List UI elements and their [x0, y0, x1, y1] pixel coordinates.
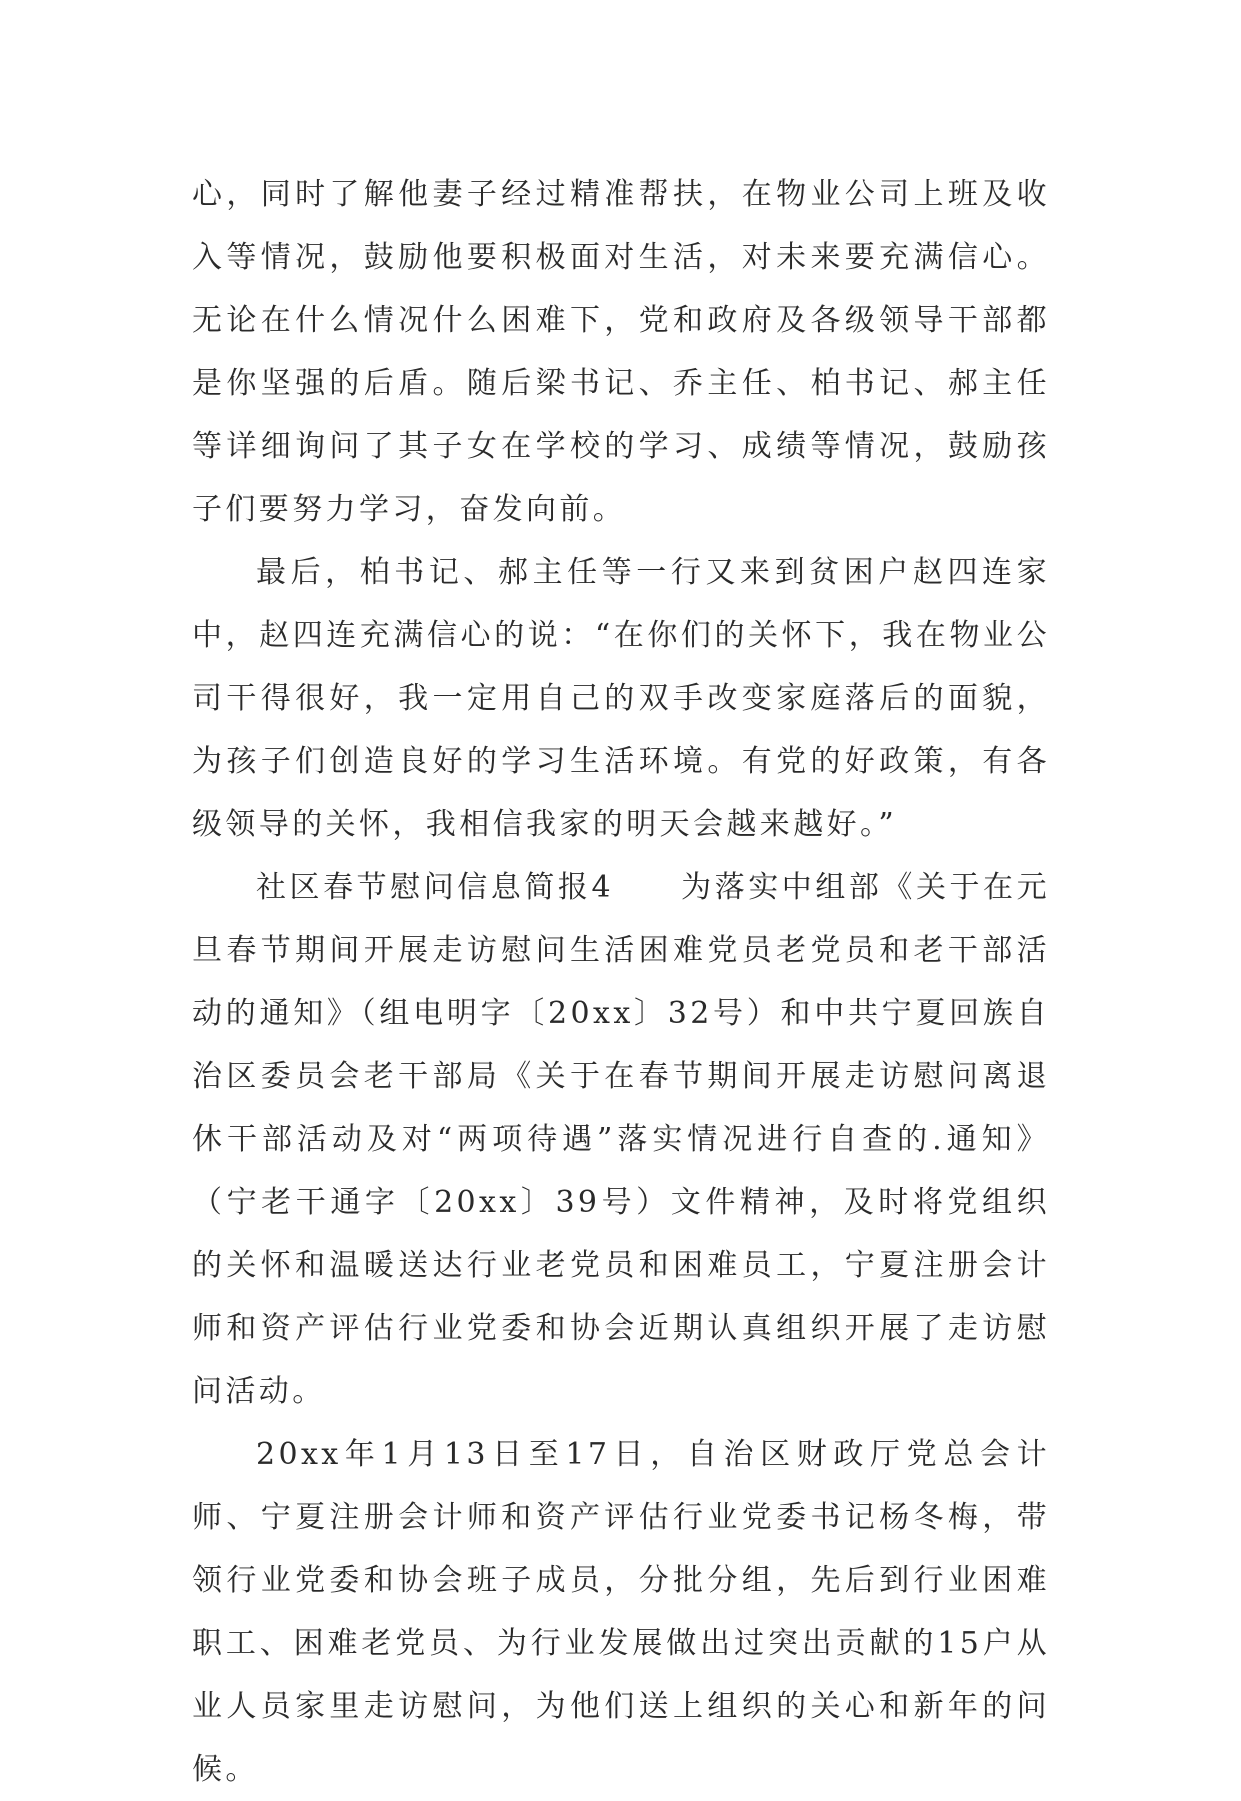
- paragraph-continuation: 心，同时了解他妻子经过精准帮扶，在物业公司上班及收入等情况，鼓励他要积极面对生活，对未来要充满信心。无论在什么情况什么困难下，党和政府及各级领导干部都是你坚强的后盾。随后梁书记、乔主任、柏书记、郝主任等详细询问了其子女在学校的学习、成绩等情况，鼓励孩子们要努力学习，奋发向前。: [192, 177, 1050, 527]
- paragraph: 社区春节慰问信息简报4 为落实中组部《关于在元旦春节期间开展走访慰问生活困难党员老党员和老干部活动的通知》（组电明字〔20xx〕32号）和中共宁夏回族自治区委员会老干部局《关于在春节期间开展走访慰问离退休干部活动及对“两项待遇”落实情况进行自查的.通知》（宁老干通字〔20xx〕39号）文件精神，及时将党组织的关怀和温暖送达行业老党员和困难员工，宁夏注册会计师和资产评估行业党委和协会近期认真组织开展了走访慰问活动。: [192, 870, 1050, 1409]
- paragraph: 最后，柏书记、郝主任等一行又来到贫困户赵四连家中，赵四连充满信心的说：“在你们的关怀下，我在物业公司干得很好，我一定用自己的双手改变家庭落后的面貌，为孩子们创造良好的学习生活环境。有党的好政策，有各级领导的关怀，我相信我家的明天会越来越好。”: [192, 555, 1050, 842]
- body-text: [192, 163, 1050, 1801]
- paragraph: 20xx年1月13日至17日，自治区财政厅党总会计师、宁夏注册会计师和资产评估行业党委书记杨冬梅，带领行业党委和协会班子成员，分批分组，先后到行业困难职工、困难老党员、为行业发展做出过突出贡献的15户从业人员家里走访慰问，为他们送上组织的关心和新年的问候。: [192, 1437, 1050, 1787]
